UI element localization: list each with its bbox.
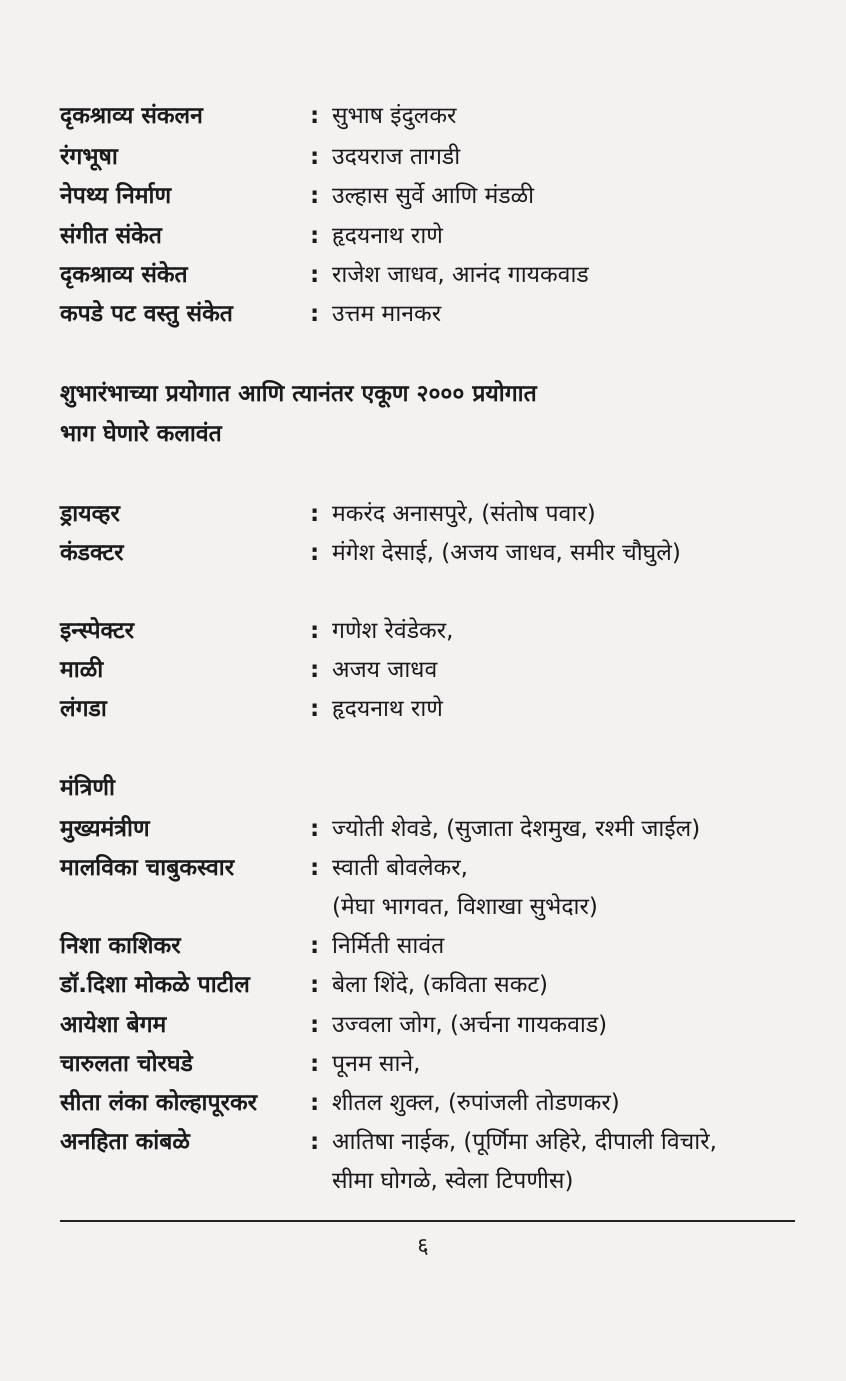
colon-separator: : (310, 696, 320, 722)
actor-name: गणेश रेवंडेकर, (332, 618, 454, 644)
credit-name: उल्हास सुर्वे आणि मंडळी (332, 183, 535, 209)
character-name: आयेशा बेगम (60, 1012, 167, 1038)
credit-role: नेपथ्य निर्माण (60, 183, 172, 209)
cast-row (60, 494, 800, 534)
actor-name: ज्योती शेवडे, (सुजाता देशमुख, रश्मी जाईल) (332, 816, 701, 842)
colon-separator: : (310, 1012, 320, 1038)
cast-row (60, 689, 800, 729)
colon-separator: : (310, 1090, 320, 1116)
colon-separator: : (310, 657, 320, 683)
colon-separator: : (310, 501, 320, 527)
footer-divider (60, 1220, 795, 1222)
section-heading-line2: भाग घेणारे कलावंत (60, 421, 222, 447)
cast-row (60, 611, 800, 651)
colon-separator: : (310, 223, 320, 249)
ministers-heading: मंत्रिणी (60, 775, 115, 801)
character-name: इन्स्पेक्टर (60, 618, 135, 644)
actor-name: शीतल शुक्ल, (रुपांजली तोडणकर) (332, 1090, 620, 1116)
character-name: ड्रायव्हर (60, 501, 120, 527)
actor-name: अजय जाधव (332, 657, 438, 683)
actor-name-continued: सीमा घोगळे, स्वेला टिपणीस) (332, 1168, 574, 1194)
cast-row (60, 848, 800, 888)
actor-name: निर्मिती सावंत (332, 933, 445, 959)
actor-name: हृदयनाथ राणे (332, 696, 443, 722)
colon-separator: : (310, 540, 320, 566)
colon-separator: : (310, 618, 320, 644)
credit-name: सुभाष इंदुलकर (332, 103, 457, 129)
cast-row (60, 650, 800, 690)
credit-row (60, 294, 800, 334)
credit-row (60, 96, 800, 136)
credit-row (60, 176, 800, 216)
credit-role: दृकश्राव्य संकेत (60, 262, 188, 288)
character-name: कंडक्टर (60, 540, 124, 566)
credit-role: कपडे पट वस्तु संकेत (60, 301, 233, 327)
character-name: माळी (60, 657, 104, 683)
actor-name: मंगेश देसाई, (अजय जाधव, समीर चौघुले) (332, 540, 681, 566)
character-name: मुख्यमंत्रीण (60, 816, 150, 842)
actor-name: पूनम साने, (332, 1051, 421, 1077)
credit-name: उदयराज तागडी (332, 144, 461, 170)
credit-role: संगीत संकेत (60, 223, 162, 249)
colon-separator: : (310, 301, 320, 327)
cast-row-continuation (60, 887, 800, 927)
cast-row (60, 533, 800, 573)
character-name: निशा काशिकर (60, 933, 181, 959)
character-name: चारुलता चोरघडे (60, 1051, 193, 1077)
colon-separator: : (310, 1129, 320, 1155)
colon-separator: : (310, 816, 320, 842)
cast-row (60, 1005, 800, 1045)
cast-row (60, 1122, 800, 1162)
character-name: लंगडा (60, 696, 107, 722)
credit-name: हृदयनाथ राणे (332, 223, 443, 249)
cast-row (60, 1044, 800, 1084)
credit-row (60, 255, 800, 295)
actor-name: आतिषा नाईक, (पूर्णिमा अहिरे, दीपाली विचारे, (332, 1129, 717, 1155)
actor-name-continued: (मेघा भागवत, विशाखा सुभेदार) (332, 894, 598, 920)
actor-name: स्वाती बोवलेकर, (332, 855, 468, 881)
colon-separator: : (310, 855, 320, 881)
colon-separator: : (310, 144, 320, 170)
credit-name: उत्तम मानकर (332, 301, 442, 327)
colon-separator: : (310, 972, 320, 998)
colon-separator: : (310, 262, 320, 288)
character-name: मालविका चाबुकस्वार (60, 855, 235, 881)
cast-row-continuation (60, 1161, 800, 1201)
credit-role: रंगभूषा (60, 144, 118, 170)
character-name: डॉ.दिशा मोकळे पाटील (60, 972, 250, 998)
colon-separator: : (310, 183, 320, 209)
actor-name: उज्वला जोग, (अर्चना गायकवाड) (332, 1012, 608, 1038)
colon-separator: : (310, 103, 320, 129)
cast-row (60, 926, 800, 966)
page-number: ६ (417, 1234, 429, 1259)
colon-separator: : (310, 1051, 320, 1077)
credit-name: राजेश जाधव, आनंद गायकवाड (332, 262, 589, 288)
credit-row (60, 137, 800, 177)
cast-row (60, 965, 800, 1005)
character-name: सीता लंका कोल्हापूरकर (60, 1090, 258, 1116)
actor-name: बेला शिंदे, (कविता सकट) (332, 972, 548, 998)
section-heading-line1: शुभारंभाच्या प्रयोगात आणि त्यानंतर एकूण २००० प्रयोगात (60, 381, 537, 407)
credit-row (60, 216, 800, 256)
cast-row (60, 1083, 800, 1123)
character-name: अनहिता कांबळे (60, 1129, 190, 1155)
colon-separator: : (310, 933, 320, 959)
credit-role: दृकश्राव्य संकलन (60, 103, 203, 129)
cast-row (60, 809, 800, 849)
actor-name: मकरंद अनासपुरे, (संतोष पवार) (332, 501, 596, 527)
